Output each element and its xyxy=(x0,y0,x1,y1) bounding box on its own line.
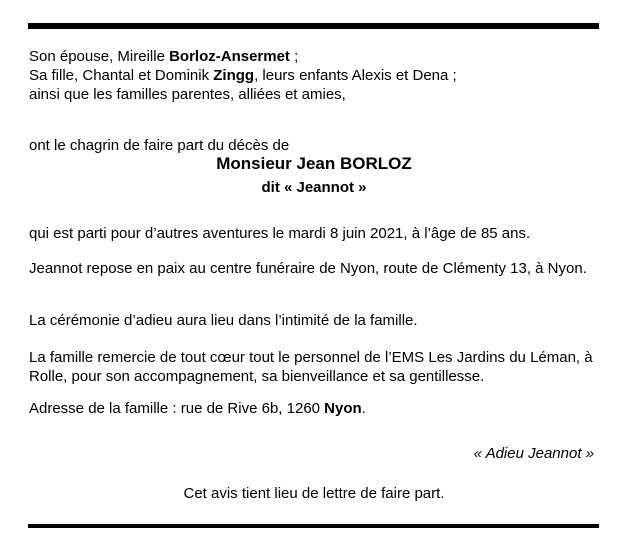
family-address xyxy=(29,399,599,418)
spouse-surname: Borloz-Ansermet xyxy=(169,48,290,65)
family-line-spouse-punct: ; xyxy=(289,48,299,65)
bottom-rule xyxy=(28,524,599,528)
repose-paragraph: Jeannot repose en paix au centre funéraire de Nyon, route de Clémenty 13, à Nyon. xyxy=(29,260,587,277)
ceremony-paragraph: La cérémonie d’adieu aura lieu dans l’intimité de la famille. xyxy=(29,312,418,329)
family-line-spouse-text: Son épouse, Mireille xyxy=(29,48,170,65)
closing-line: Cet avis tient lieu de lettre de faire part. xyxy=(183,485,445,502)
announcement-intro: ont le chagrin de faire part du décès de xyxy=(29,137,290,154)
family-line-daughter-rest: , leurs enfants Alexis et Dena ; xyxy=(254,67,457,84)
family-address-text: Adresse de la famille : rue de Rive 6b, 1260 xyxy=(29,400,325,417)
death-statement: qui est parti pour d’autres aventures le mardi 8 juin 2021, à l’âge de 85 ans. xyxy=(29,225,531,242)
family-line-relatives: ainsi que les familles parentes, alliées et amies, xyxy=(29,86,346,103)
thanks-paragraph: La famille remercie de tout cœur tout le personnel de l’EMS Les Jardins du Léman, à Rolle, pour son accompagnement, sa bienveillance et sa gentillesse. xyxy=(29,349,593,385)
deceased-name: Monsieur Jean BORLOZ xyxy=(216,154,412,173)
family-line-daughter xyxy=(29,66,599,85)
family-list xyxy=(29,47,599,104)
top-rule xyxy=(28,23,599,29)
family-address-punct: . xyxy=(361,400,366,417)
family-line-spouse xyxy=(29,47,599,66)
family-address-city: Nyon xyxy=(324,400,362,417)
family-line-daughter-text: Sa fille, Chantal et Dominik xyxy=(29,67,214,84)
deceased-nickname: dit « Jeannot » xyxy=(261,179,367,196)
daughter-surname: Zingg xyxy=(213,67,255,84)
farewell-quote: « Adieu Jeannot » xyxy=(473,445,594,462)
